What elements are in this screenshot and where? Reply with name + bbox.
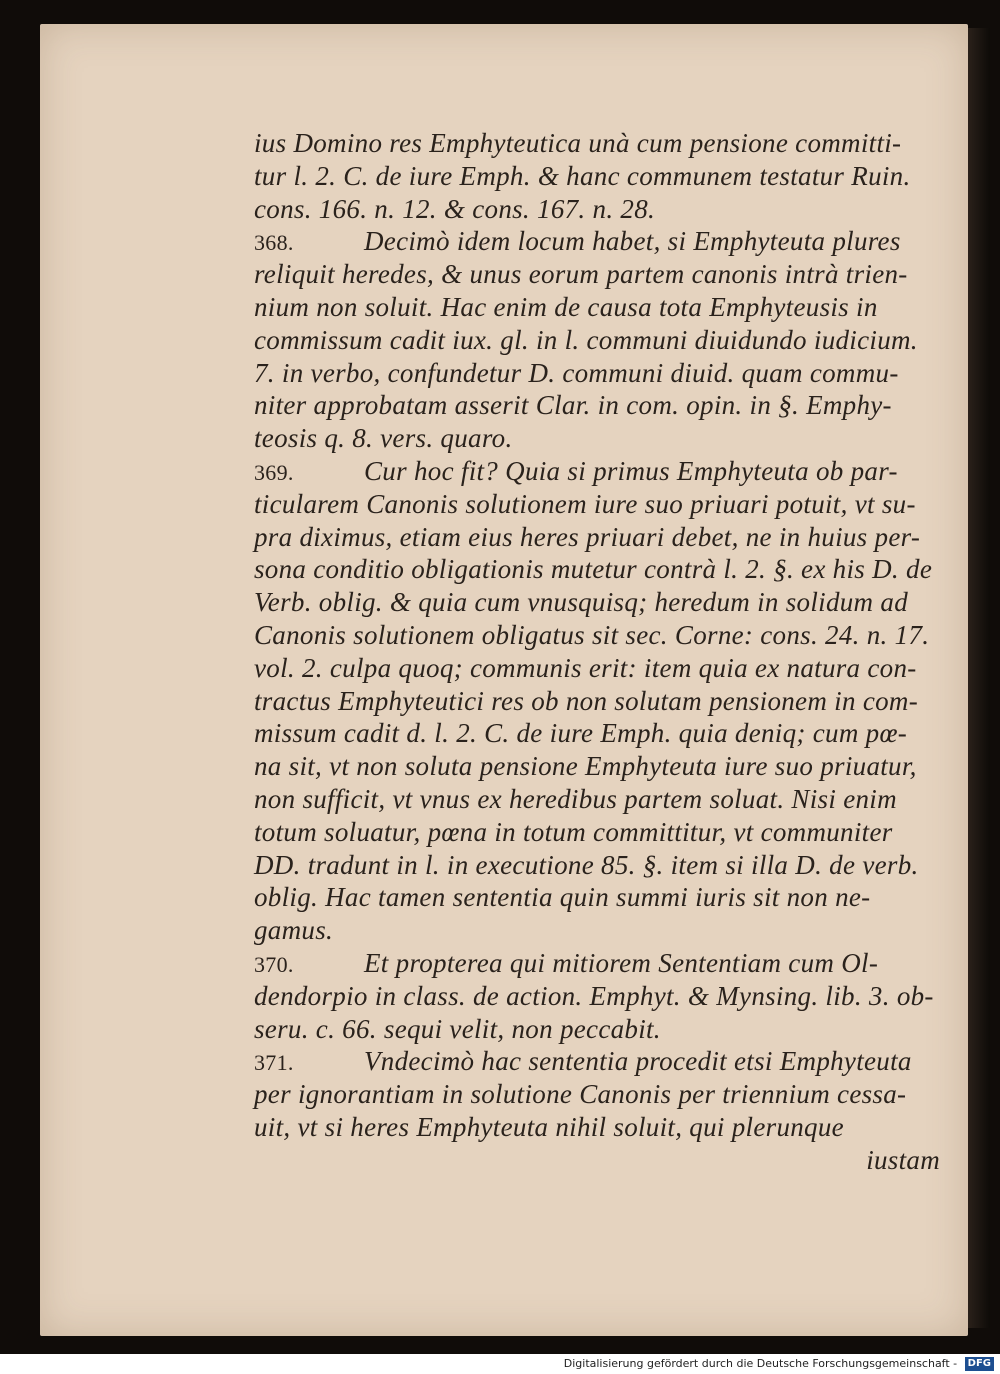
text-line xyxy=(254,1078,944,1111)
text-line xyxy=(254,127,944,160)
text-line xyxy=(254,1111,944,1144)
footer-credit-bar: Digitalisierung gefördert durch die Deutsche Forschungsgemeinschaft - DFG xyxy=(0,1354,1000,1374)
text-line xyxy=(254,1045,944,1078)
text-line xyxy=(254,357,944,390)
line-text: vol. 2. culpa quoq; communis erit: item quia ex natura con- xyxy=(254,652,917,683)
text-line xyxy=(254,389,944,422)
catchword: iustam xyxy=(866,1144,940,1175)
text-line xyxy=(254,422,944,455)
text-line xyxy=(254,225,944,258)
text-line xyxy=(254,816,944,849)
text-line xyxy=(254,1013,944,1046)
line-text: Decimò idem locum habet, si Emphyteuta plures xyxy=(364,226,901,257)
text-line xyxy=(254,291,944,324)
line-text: sona conditio obligationis mutetur contrà l. 2. §. ex his D. de xyxy=(254,554,933,585)
text-line xyxy=(254,914,944,947)
line-text: Canonis solutionem obligatus sit sec. Corne: cons. 24. n. 17. xyxy=(254,619,930,650)
line-text: teosis q. 8. vers. quaro. xyxy=(254,423,513,454)
line-text: dendorpio in class. de action. Emphyt. & Mynsing. lib. 3. ob- xyxy=(254,980,934,1011)
text-line xyxy=(254,258,944,291)
line-text: Cur hoc fit? Quia si primus Emphyteuta ob par- xyxy=(364,455,898,486)
text-line xyxy=(254,685,944,718)
text-line xyxy=(254,553,944,586)
line-text: ticularem Canonis solutionem iure suo priuari potuit, vt su- xyxy=(254,488,916,519)
line-text: pra diximus, etiam eius heres priuari debet, ne in huius per- xyxy=(254,521,921,552)
line-text: Verb. oblig. & quia cum vnusquisq; heredum in solidum ad xyxy=(254,587,909,618)
line-text: uit, vt si heres Emphyteuta nihil soluit, qui plerunque xyxy=(254,1111,844,1142)
line-text: cons. 166. n. 12. & cons. 167. n. 28. xyxy=(254,193,656,224)
text-line xyxy=(254,488,944,521)
line-text: seru. c. 66. sequi velit, non peccabit. xyxy=(254,1013,661,1044)
line-text: niter approbatam asserit Clar. in com. opin. in §. Emphy- xyxy=(254,390,892,421)
line-text: gamus. xyxy=(254,915,334,946)
paragraph-number: 368. xyxy=(254,230,294,256)
paragraph-number: 369. xyxy=(254,459,294,485)
line-text: ius Domino res Emphyteutica unà cum pensione committi- xyxy=(254,128,902,158)
line-text: na sit, vt non soluta pensione Emphyteuta iure suo priuatur, xyxy=(254,751,917,782)
line-text: 7. in verbo, confundetur D. communi diuid. quam commu- xyxy=(254,357,899,388)
line-text: oblig. Hac tamen sententia quin summi iuris sit non ne- xyxy=(254,882,871,913)
paragraph-number: 371. xyxy=(254,1050,294,1076)
text-line xyxy=(254,881,944,914)
page-text xyxy=(254,127,944,1177)
text-line xyxy=(254,521,944,554)
text-line xyxy=(254,980,944,1013)
footer-credit-text: Digitalisierung gefördert durch die Deutsche Forschungsgemeinschaft xyxy=(563,1357,950,1370)
text-line xyxy=(254,717,944,750)
text-line xyxy=(254,652,944,685)
line-text: tur l. 2. C. de iure Emph. & hanc communem testatur Ruin. xyxy=(254,160,911,191)
text-line xyxy=(254,849,944,882)
text-line xyxy=(254,160,944,193)
line-text: missum cadit d. l. 2. C. de iure Emph. quia deniq; cum pœ- xyxy=(254,718,908,749)
text-line xyxy=(254,619,944,652)
line-text: Et propterea qui mitiorem Sententiam cum Ol- xyxy=(364,947,879,978)
line-text: Vndecimò hac sententia procedit etsi Emphyteuta xyxy=(364,1046,912,1077)
text-line xyxy=(254,455,944,488)
line-text: tractus Emphyteutici res ob non solutam pensionem in com- xyxy=(254,685,919,716)
line-text: per ignorantiam in solutione Canonis per triennium cessa- xyxy=(254,1079,907,1110)
line-text: non sufficit, vt vnus ex heredibus partem soluat. Nisi enim xyxy=(254,783,897,814)
line-text: commissum cadit iux. gl. in l. communi diuidundo iudicium. xyxy=(254,324,918,355)
text-line xyxy=(254,324,944,357)
line-text: totum soluatur, pœna in totum committitur, vt communiter xyxy=(254,816,893,847)
text-line xyxy=(254,783,944,816)
dfg-logo: DFG xyxy=(965,1357,994,1371)
text-line xyxy=(254,193,944,226)
book-page-edge xyxy=(968,28,990,1328)
text-line xyxy=(254,750,944,783)
text-line xyxy=(254,586,944,619)
line-text: DD. tradunt in l. in executione 85. §. item si illa D. de verb. xyxy=(254,849,919,880)
text-line xyxy=(254,947,944,980)
line-text: nium non soluit. Hac enim de causa tota Emphyteusis in xyxy=(254,291,878,322)
line-text: reliquit heredes, & unus eorum partem canonis intrà trien- xyxy=(254,259,908,290)
paragraph-number: 370. xyxy=(254,951,294,977)
